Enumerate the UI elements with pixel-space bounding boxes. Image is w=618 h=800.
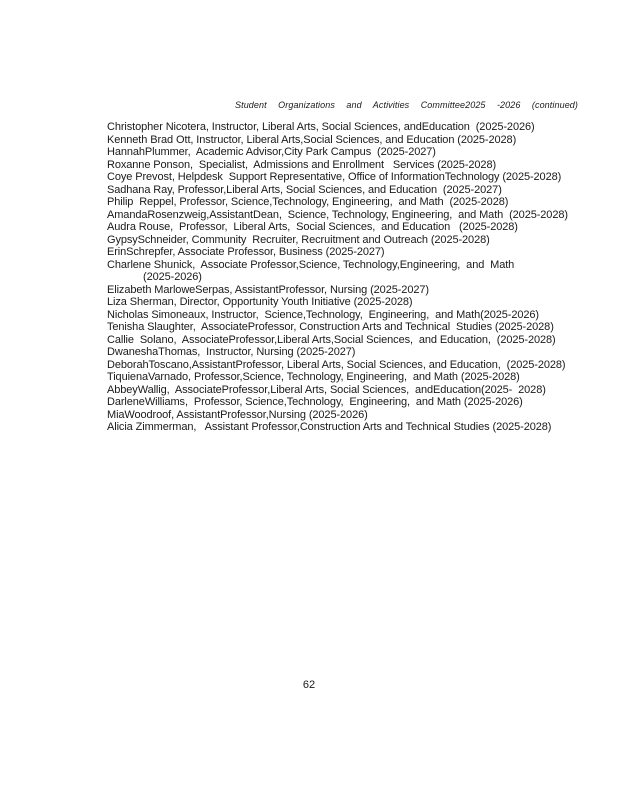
member-line: Nicholas Simoneaux, Instructor, Science,Technology, Engineering, and Math(2025-2026): [107, 308, 539, 321]
member-line: DarleneWilliams, Professor, Science,Technology, Engineering, and Math (2025-2026): [107, 396, 523, 408]
member-line: Tenisha Slaughter, AssociateProfessor, Construction Arts and Technical Studies (2025-2028): [107, 321, 554, 333]
running-header: Student Organizations and Activities Committee2025 -2026 (continued): [235, 100, 578, 110]
member-line: MiaWoodroof, AssistantProfessor,Nursing (2025-2026): [107, 408, 368, 421]
member-line: DwaneshaThomas, Instructor, Nursing (2025-2027): [107, 346, 356, 358]
member-line: Liza Sherman, Director, Opportunity Youth Initiative (2025-2028): [107, 296, 413, 308]
member-line: DeborahToscano,AssistantProfessor, Liberal Arts, Social Sciences, and Education, (2025-2028): [107, 358, 566, 371]
page-number: 62: [302, 679, 316, 691]
member-line: Christopher Nicotera, Instructor, Liberal Arts, Social Sciences, andEducation (2025-2026): [107, 121, 535, 133]
member-line: TiquienaVarnado, Professor,Science, Technology, Engineering, and Math (2025-2028): [107, 371, 520, 383]
member-line: Elizabeth MarloweSerpas, AssistantProfessor, Nursing (2025-2027): [107, 283, 429, 296]
member-line: Charlene Shunick, Associate Professor,Science, Technology,Engineering, and Math: [107, 258, 515, 271]
member-line: GypsySchneider, Community Recruiter, Recruitment and Outreach (2025-2028): [107, 233, 490, 246]
member-line: Philip Reppel, Professor, Science,Technology, Engineering, and Math (2025-2028): [107, 196, 509, 208]
member-line: Coye Prevost, Helpdesk Support Representative, Office of InformationTechnology (2025-2028): [107, 171, 562, 183]
member-line: Roxanne Ponson, Specialist, Admissions and Enrollment Services (2025-2028): [107, 158, 497, 171]
member-line: AmandaRosenzweig,AssistantDean, Science, Technology, Engineering, and Math (2025-2028): [107, 208, 568, 221]
member-line: Sadhana Ray, Professor,Liberal Arts, Social Sciences, and Education (2025-2027): [107, 183, 502, 196]
member-line: Alicia Zimmerman, Assistant Professor,Construction Arts and Technical Studies (2025-2028): [107, 421, 552, 433]
member-line: ErinSchrepfer, Associate Professor, Business (2025-2027): [107, 246, 385, 258]
member-line: (2025-2026): [143, 271, 202, 283]
member-line: HannahPlummer, Academic Advisor,City Park Campus (2025-2027): [107, 146, 436, 158]
member-list: [107, 121, 585, 434]
member-line: AbbeyWallig, AssociateProfessor,Liberal Arts, Social Sciences, andEducation(2025- 2028): [107, 383, 546, 396]
member-line: Kenneth Brad Ott, Instructor, Liberal Arts,Social Sciences, and Education (2025-2028): [107, 133, 517, 146]
member-line: Audra Rouse, Professor, Liberal Arts, Social Sciences, and Education (2025-2028): [107, 221, 518, 233]
member-line: Callie Solano, AssociateProfessor,Liberal Arts,Social Sciences, and Education, (2025-2028): [107, 333, 556, 346]
